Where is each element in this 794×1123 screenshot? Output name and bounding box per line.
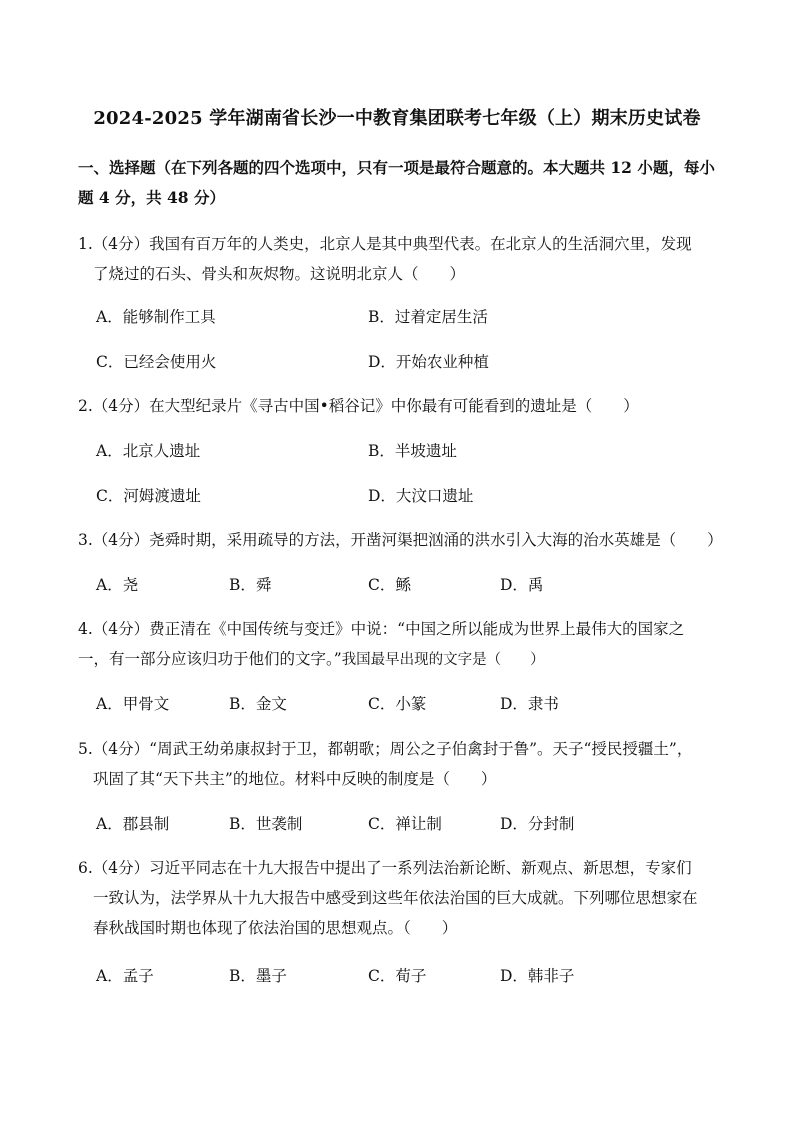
option-c[interactable]: C．荀子 — [368, 967, 427, 985]
option-c[interactable]: C．鲧 — [368, 576, 411, 594]
option-a[interactable]: A．尧 — [96, 576, 139, 594]
question-6-stem-line-1: 6.（4分）习近平同志在十九大报告中提出了一系列法治新论断、新观点、新思想，专家们 — [78, 859, 692, 877]
option-d[interactable]: D．韩非子 — [500, 967, 575, 985]
question-1 — [78, 229, 733, 289]
question-6-stem-line-2: 一致认为，法学界从十九大报告中感受到这些年依法治国的巨大成就。下列哪位思想家在 — [93, 889, 698, 907]
option-c[interactable]: C．小篆 — [368, 695, 427, 713]
question-4 — [78, 614, 733, 675]
question-2 — [78, 391, 733, 421]
question-6-stem-line-3: 春秋战国时期也体现了依法治国的思想观点。（ ） — [93, 919, 458, 937]
question-4-quote-end: 一，有一部分应该归功于他们的文字。” — [78, 650, 342, 668]
question-4-stem-line-1: 4.（4分）费正清在《中国传统与变迁》中说：“中国之所以能成为世界上最伟大的国家之 — [78, 620, 685, 638]
option-b[interactable]: B．世袭制 — [229, 815, 303, 833]
question-1-stem-line-1: 1.（4分）我国有百万年的人类史，北京人是其中典型代表。在北京人的生活洞穴里，发现 — [78, 235, 692, 253]
question-5 — [78, 734, 733, 794]
section-heading-line-2: 题 4 分，共 48 分） — [78, 188, 225, 207]
option-a[interactable]: A．能够制作工具 — [96, 308, 216, 326]
option-a[interactable]: A．郡县制 — [96, 815, 170, 833]
option-a[interactable]: A．甲骨文 — [96, 695, 170, 713]
option-b[interactable]: B．半坡遗址 — [368, 442, 457, 460]
option-b[interactable]: B．过着定居生活 — [368, 308, 488, 326]
question-4-stem-line-2 — [78, 644, 733, 675]
question-4-prompt: 我国最早出现的文字是（ ） — [341, 652, 545, 668]
option-b[interactable]: B．墨子 — [229, 967, 287, 985]
question-2-stem-line-1: 2.（4分）在大型纪录片《寻古中国•稻谷记》中你最有可能看到的遗址是（ ） — [78, 397, 639, 415]
section-heading-line-1: 一、选择题（在下列各题的四个选项中，只有一项是最符合题意的。本大题共 12 小题，每小 — [78, 158, 715, 177]
option-d[interactable]: D．分封制 — [500, 815, 575, 833]
option-d[interactable]: D．开始农业种植 — [368, 353, 489, 371]
option-d[interactable]: D．禹 — [500, 576, 544, 594]
option-d[interactable]: D．大汶口遗址 — [368, 487, 474, 505]
option-c[interactable]: C．河姆渡遗址 — [96, 487, 201, 505]
question-3 — [78, 525, 733, 555]
option-a[interactable]: A．孟子 — [96, 967, 154, 985]
question-5-stem-line-2: 巩固了其“天下共主”的地位。材料中反映的制度是（ ） — [93, 770, 497, 788]
question-3-stem-line-1: 3.（4分）尧舜时期，采用疏导的方法，开凿河渠把汹涌的洪水引入大海的治水英雄是（ ） — [78, 531, 723, 549]
option-b[interactable]: B．金文 — [229, 695, 287, 713]
question-6 — [78, 853, 733, 943]
option-c[interactable]: C．禅让制 — [368, 815, 442, 833]
question-5-stem-line-1: 5.（4分）“周武王幼弟康叔封于卫，都朝歌；周公之子伯禽封于鲁”。天子“授民授疆土”， — [78, 740, 693, 758]
question-1-stem-line-2: 了烧过的石头、骨头和灰烬物。这说明北京人（ ） — [93, 265, 466, 283]
option-a[interactable]: A．北京人遗址 — [96, 442, 201, 460]
section-heading — [78, 153, 728, 213]
option-c[interactable]: C．已经会使用火 — [96, 353, 217, 371]
option-b[interactable]: B．舜 — [229, 576, 272, 594]
page-title: 2024-2025 学年湖南省长沙一中教育集团联考七年级（上）期末历史试卷 — [93, 108, 701, 129]
option-d[interactable]: D．隶书 — [500, 695, 559, 713]
